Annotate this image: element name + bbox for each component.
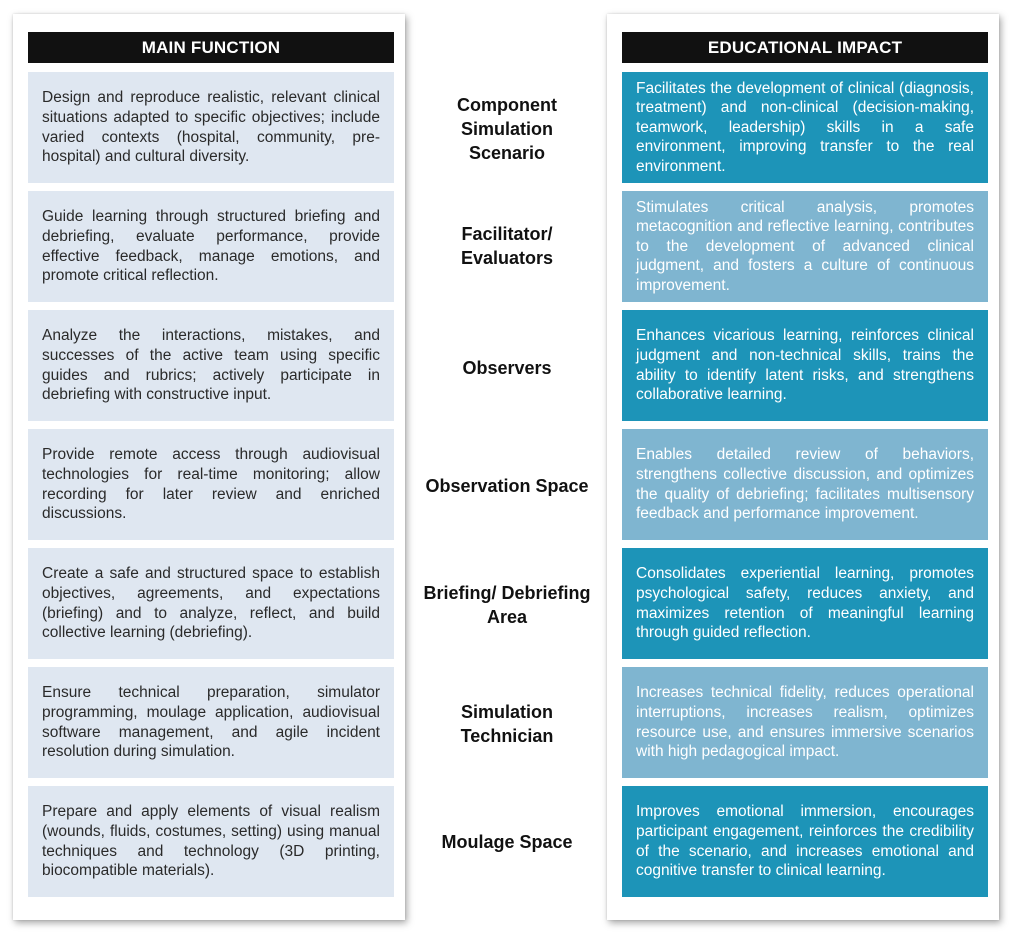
component-label: Briefing/ Debriefing Area [423, 583, 591, 627]
component-label: Moulage Space [441, 832, 573, 852]
educational-impact-text: Enables detailed review of behaviors, strengthens collective discussion, and optimizes the quality of debriefing; facilitates multisensory feedback and performance improvement. [636, 446, 974, 523]
component-label: Component Simulation Scenario [457, 95, 557, 163]
educational-impact-cell [622, 429, 988, 540]
educational-impact-cell [622, 667, 988, 778]
component-label: Observation Space [425, 476, 589, 496]
main-function-cell [28, 72, 394, 183]
main-function-text: Ensure technical preparation, simulator programming, moulage application, audiovisual software management, and agile incident resolution during simulation. [42, 684, 380, 761]
educational-impact-cell [622, 786, 988, 897]
main-function-text: Guide learning through structured briefing and debriefing, evaluate performance, provide effective feedback, manage emotions, and promote critical reflection. [42, 208, 380, 285]
educational-impact-text: Facilitates the development of clinical (diagnosis, treatment) and non-clinical (decision-making, teamwork, leadership) skills in a safe environment, improving transfer to the real environment. [636, 79, 974, 175]
component-labels [422, 0, 592, 940]
component-label: Facilitator/ Evaluators [460, 224, 554, 268]
educational-impact-text: Enhances vicarious learning, reinforces clinical judgment and non-technical skills, trains the ability to identify latent risks, and strengthens collaborative learning. [636, 327, 974, 404]
main-function-text: Create a safe and structured space to establish objectives, agreements, and expectations (briefing) and to analyze, reflect, and build collective learning (debriefing). [42, 565, 380, 642]
main-function-cell [28, 429, 394, 540]
component-label: Simulation Technician [460, 702, 554, 746]
main-function-cell [28, 191, 394, 302]
main-function-text: Prepare and apply elements of visual realism (wounds, fluids, costumes, setting) using manual techniques and technology (3D printing, biocompatible materials). [42, 803, 380, 880]
component-label: Observers [462, 358, 552, 378]
main-function-header: MAIN FUNCTION [28, 32, 394, 63]
main-function-text: Provide remote access through audiovisual technologies for real-time monitoring; allow recording for later review and enriched discussions. [42, 446, 380, 523]
main-function-cell [28, 786, 394, 897]
main-function-panel [13, 14, 405, 920]
educational-impact-text: Stimulates critical analysis, promotes metacognition and reflective learning, contributes to the development of advanced clinical judgment, and fosters a culture of continuous improvement. [636, 198, 974, 294]
educational-impact-cell [622, 310, 988, 421]
main-function-cell [28, 667, 394, 778]
main-function-text: Design and reproduce realistic, relevant clinical situations adapted to specific objectives; include varied contexts (hospital, community, pre-hospital) and cultural diversity. [42, 89, 380, 166]
educational-impact-cell [622, 72, 988, 183]
educational-impact-header: EDUCATIONAL IMPACT [622, 32, 988, 63]
educational-impact-text: Increases technical fidelity, reduces operational interruptions, increases realism, optimizes resource use, and ensures immersive scenarios with high pedagogical impact. [636, 684, 974, 761]
educational-impact-text: Consolidates experiential learning, promotes psychological safety, reduces anxiety, and maximizes retention of meaningful learning through guided reflection. [636, 565, 974, 642]
educational-impact-cell [622, 191, 988, 302]
educational-impact-panel [607, 14, 999, 920]
main-function-cell [28, 548, 394, 659]
main-function-text: Analyze the interactions, mistakes, and successes of the active team using specific guides and rubrics; actively participate in debriefing with constructive input. [42, 327, 380, 404]
educational-impact-text: Improves emotional immersion, encourages participant engagement, reinforces the credibility of the scenario, and increases emotional and cognitive transfer to clinical learning. [636, 803, 974, 880]
educational-impact-cell [622, 548, 988, 659]
main-function-cell [28, 310, 394, 421]
